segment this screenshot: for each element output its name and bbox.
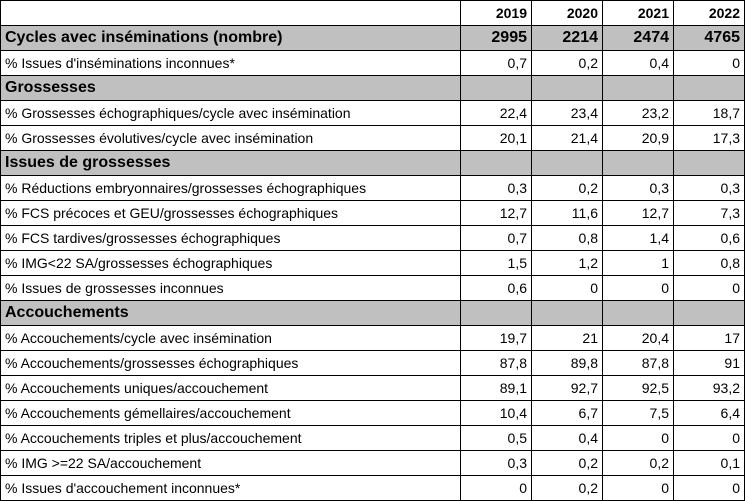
table-row [1,401,745,426]
table-row [1,251,745,276]
section-empty-cell [532,151,603,176]
row-value: 1,2 [532,251,603,276]
row-value: 21,4 [532,126,603,151]
row-value: 23,2 [603,101,674,126]
row-value: 0 [603,476,674,501]
table-row [1,126,745,151]
section-empty-cell [461,301,532,326]
row-value: 17 [674,326,745,351]
row-value: 89,1 [461,376,532,401]
row-value: 0,3 [461,176,532,201]
row-label: % IMG >=22 SA/accouchement [1,451,461,476]
row-value: 18,7 [674,101,745,126]
row-label: % IMG<22 SA/grossesses échographiques [1,251,461,276]
row-label: % Accouchements triples et plus/accouchement [1,426,461,451]
row-value: 0 [674,51,745,76]
row-value: 89,8 [532,351,603,376]
row-value: 0,6 [461,276,532,301]
row-label: % Accouchements/grossesses échographiques [1,351,461,376]
row-value: 0,2 [532,451,603,476]
row-value: 6,7 [532,401,603,426]
total-cycles-row [1,26,745,51]
row-value: 1 [603,251,674,276]
section-empty-cell [674,76,745,101]
row-value: 87,8 [461,351,532,376]
section-title: Grossesses [1,76,461,101]
table-row [1,451,745,476]
row-value: 0,4 [532,426,603,451]
row-label: % Issues d'inséminations inconnues* [1,51,461,76]
row-value: 0 [603,426,674,451]
section-title: Accouchements [1,301,461,326]
row-value: 0 [674,276,745,301]
table-row [1,226,745,251]
year-header: 2022 [674,1,745,26]
row-value: 0,2 [532,51,603,76]
row-value: 0,3 [603,176,674,201]
row-label: % FCS tardives/grossesses échographiques [1,226,461,251]
row-value: 2474 [603,26,674,51]
row-label: % Grossesses évolutives/cycle avec insémination [1,126,461,151]
row-value: 91 [674,351,745,376]
row-value: 0,5 [461,426,532,451]
row-value: 0,6 [674,226,745,251]
row-value: 7,3 [674,201,745,226]
row-value: 0,2 [603,451,674,476]
row-value: 0 [674,426,745,451]
section-empty-cell [532,301,603,326]
row-value: 92,7 [532,376,603,401]
row-value: 0,3 [461,451,532,476]
section-empty-cell [532,76,603,101]
row-label: % Accouchements gémellaires/accouchement [1,401,461,426]
row-label: % Issues d'accouchement inconnues* [1,476,461,501]
row-value: 22,4 [461,101,532,126]
row-value: 0,3 [674,176,745,201]
row-value: 6,4 [674,401,745,426]
row-value: 23,4 [532,101,603,126]
table-row [1,476,745,501]
section-empty-cell [603,151,674,176]
row-label: % Issues de grossesses inconnues [1,276,461,301]
row-value: 1,5 [461,251,532,276]
row-value: 4765 [674,26,745,51]
section-title: Issues de grossesses [1,151,461,176]
table-row [1,376,745,401]
row-value: 21 [532,326,603,351]
row-value: 20,1 [461,126,532,151]
section-empty-cell [461,151,532,176]
row-value: 1,4 [603,226,674,251]
row-value: 20,9 [603,126,674,151]
row-value: 0 [461,476,532,501]
row-value: 0 [603,276,674,301]
row-value: 0 [674,476,745,501]
row-value: 0,7 [461,226,532,251]
section-empty-cell [674,301,745,326]
table-row [1,101,745,126]
row-value: 0,7 [461,51,532,76]
row-value: 92,5 [603,376,674,401]
row-value: 0 [532,276,603,301]
row-label: % Accouchements uniques/accouchement [1,376,461,401]
row-value: 0,4 [603,51,674,76]
section-empty-cell [461,76,532,101]
table-row [1,51,745,76]
row-label: % Grossesses échographiques/cycle avec insémination [1,101,461,126]
section-header-row [1,76,745,101]
row-value: 20,4 [603,326,674,351]
row-value: 12,7 [461,201,532,226]
year-header: 2020 [532,1,603,26]
row-value: 0,1 [674,451,745,476]
table-row [1,276,745,301]
section-header-row [1,301,745,326]
table-row [1,426,745,451]
row-value: 7,5 [603,401,674,426]
year-header: 2021 [603,1,674,26]
table-row [1,201,745,226]
row-value: 93,2 [674,376,745,401]
row-value: 0,8 [674,251,745,276]
section-header-row [1,151,745,176]
table-row [1,176,745,201]
row-value: 19,7 [461,326,532,351]
row-value: 0,2 [532,476,603,501]
table-body [1,1,745,501]
row-value: 2214 [532,26,603,51]
year-header: 2019 [461,1,532,26]
row-value: 87,8 [603,351,674,376]
row-label: Cycles avec inséminations (nombre) [1,26,461,51]
header-corner-cell [1,1,461,26]
section-empty-cell [603,301,674,326]
row-value: 0,8 [532,226,603,251]
row-value: 12,7 [603,201,674,226]
section-empty-cell [674,151,745,176]
row-value: 10,4 [461,401,532,426]
row-label: % FCS précoces et GEU/grossesses échographiques [1,201,461,226]
section-empty-cell [603,76,674,101]
year-header-row [1,1,745,26]
table-row [1,326,745,351]
row-value: 0,2 [532,176,603,201]
row-label: % Accouchements/cycle avec insémination [1,326,461,351]
row-value: 11,6 [532,201,603,226]
row-label: % Réductions embryonnaires/grossesses échographiques [1,176,461,201]
table-row [1,351,745,376]
row-value: 17,3 [674,126,745,151]
row-value: 2995 [461,26,532,51]
